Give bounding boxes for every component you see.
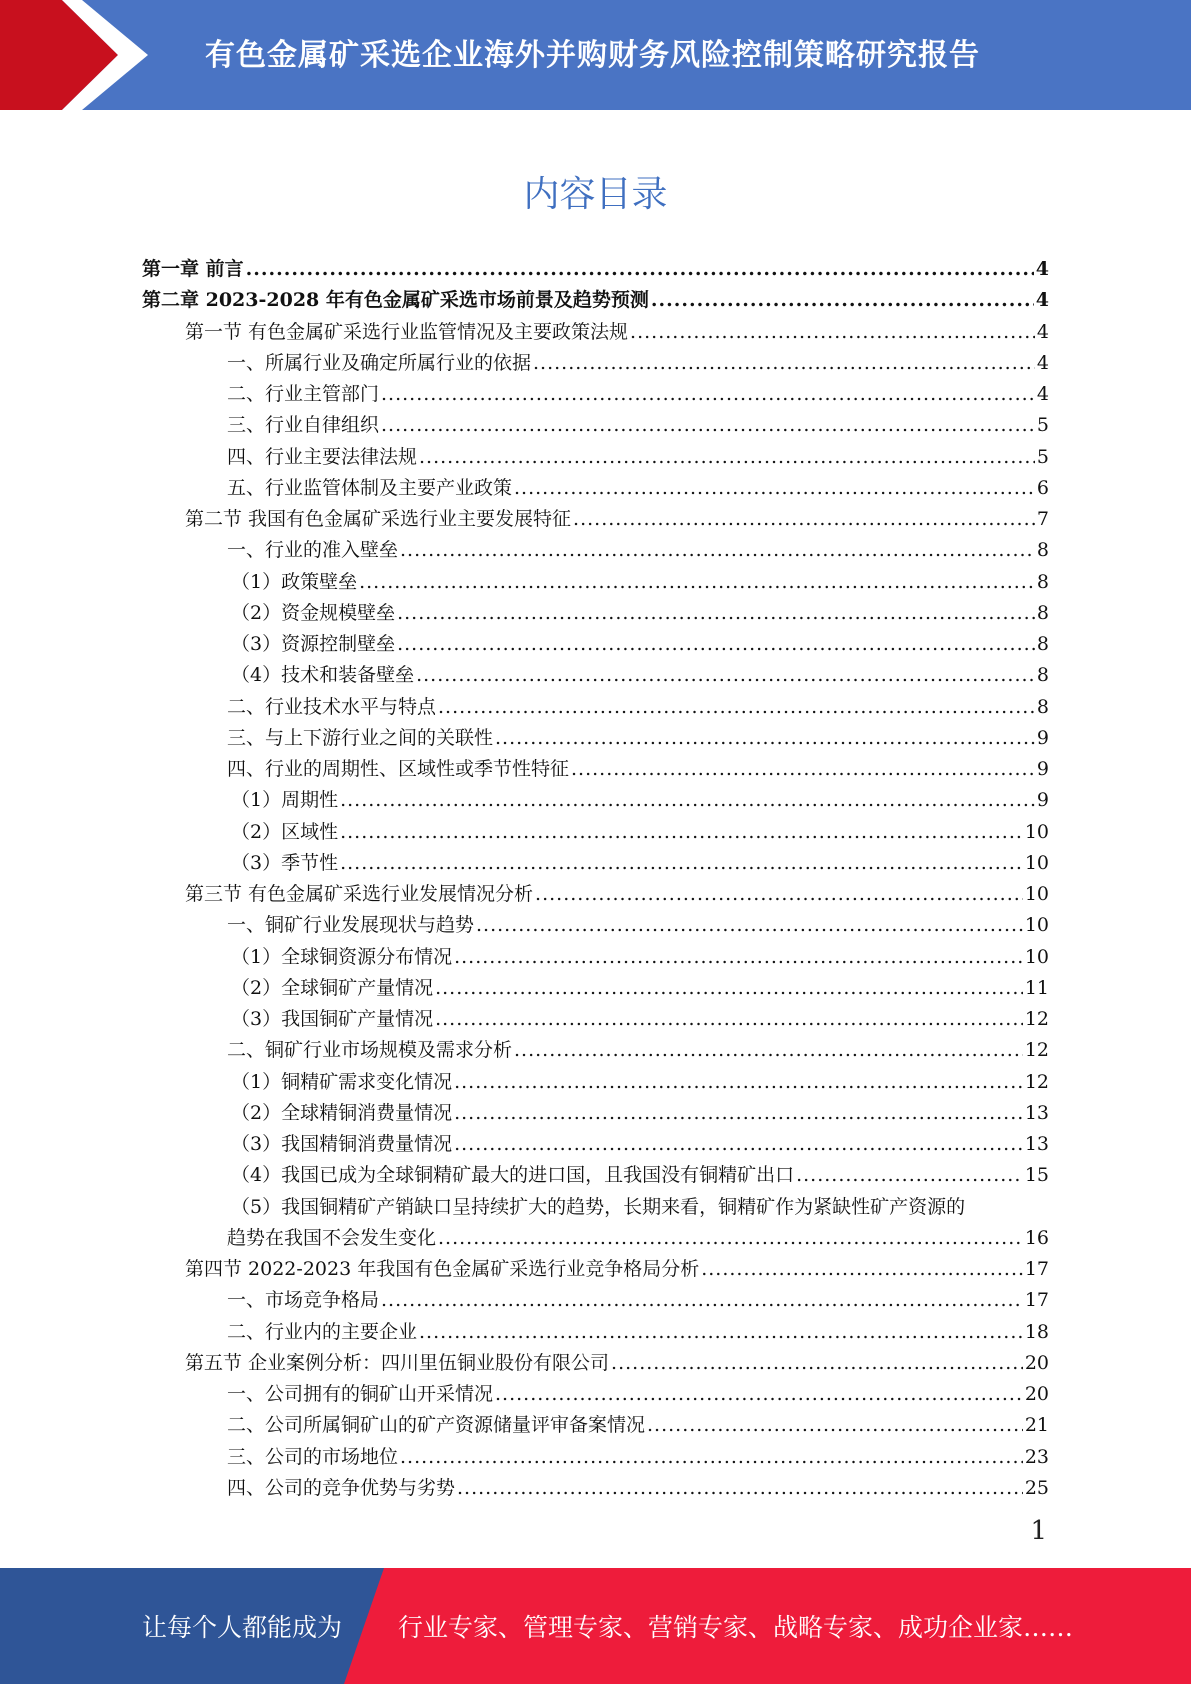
report-title: 有色金属矿采选企业海外并购财务风险控制策略研究报告: [205, 38, 980, 73]
toc-leader-dots: [611, 1348, 1023, 1379]
toc-entry-label: 第四节 2022-2023 年我国有色金属矿采选行业竞争格局分析: [185, 1258, 700, 1280]
toc-leader-dots: [647, 1410, 1023, 1441]
toc-entry-label: （3）季节性: [231, 851, 339, 874]
toc-entry-label: （3）资源控制壁垒: [231, 633, 396, 655]
toc-entry[interactable]: [142, 942, 1049, 973]
toc-entry-page: 6: [1036, 476, 1049, 499]
toc-entry-page: 8: [1036, 539, 1049, 562]
toc-entry-label: 一、所属行业及确定所属行业的依据: [227, 351, 532, 374]
toc-entry-label: （3）我国铜矿产量情况: [231, 1008, 434, 1030]
toc-entry-page: 9: [1036, 789, 1049, 812]
toc-heading: 内容目录: [523, 174, 668, 215]
toc-leader-dots: [435, 1004, 1023, 1035]
toc-leader-dots: [533, 348, 1035, 379]
toc-entry-page: 9: [1036, 726, 1049, 749]
toc-entry[interactable]: [142, 1379, 1049, 1410]
toc-entry-label: 一、公司拥有的铜矿山开采情况: [227, 1383, 494, 1405]
toc-entry[interactable]: [142, 1254, 1049, 1285]
toc-entry[interactable]: [142, 1285, 1049, 1316]
toc-entry[interactable]: [142, 1473, 1049, 1504]
toc-entry-page: 15: [1024, 1164, 1049, 1187]
toc-entry-page: 4: [1035, 258, 1049, 280]
toc-entry-page: 20: [1024, 1383, 1049, 1405]
toc-entry[interactable]: [142, 1129, 1049, 1160]
toc-entry-page: 7: [1036, 508, 1049, 530]
toc-entry-page: 8: [1036, 695, 1049, 718]
toc-leader-dots: [340, 848, 1023, 879]
toc-entry-page: 5: [1036, 445, 1049, 468]
toc-leader-dots: [359, 567, 1035, 598]
toc-leader-dots: [381, 379, 1035, 410]
toc-leader-dots: [457, 1473, 1023, 1504]
toc-entry-label: （1）周期性: [231, 789, 339, 812]
toc-entry[interactable]: [142, 660, 1049, 691]
toc-entry[interactable]: [142, 973, 1049, 1004]
toc-leader-dots: [419, 1317, 1023, 1348]
toc-leader-dots: [796, 1160, 1023, 1191]
toc-entry-label: （2）全球铜矿产量情况: [231, 976, 434, 999]
toc-entry[interactable]: [142, 754, 1049, 785]
toc-entry[interactable]: [142, 504, 1049, 535]
toc-leader-dots: [438, 1223, 1023, 1254]
toc-entry[interactable]: [142, 1223, 1049, 1254]
toc-entry-page: 10: [1024, 945, 1049, 968]
toc-leader-dots: [514, 473, 1035, 504]
toc-entry-label: （1）政策壁垒: [231, 570, 358, 593]
toc-entry-page: 10: [1024, 820, 1049, 843]
toc-entry[interactable]: [142, 317, 1049, 348]
toc-entry-page: 12: [1024, 1039, 1049, 1062]
toc-entry-page: 4: [1036, 320, 1049, 343]
toc-entry-label: 第三节 有色金属矿采选行业发展情况分析: [185, 883, 534, 905]
toc-entry-page: 9: [1036, 758, 1049, 780]
toc-leader-dots: [416, 660, 1035, 691]
toc-entry-label: 二、行业主管部门: [227, 383, 380, 405]
toc-leader-dots: [397, 598, 1035, 629]
toc-entry[interactable]: [142, 254, 1049, 285]
toc-leader-dots: [651, 285, 1034, 316]
toc-entry[interactable]: [142, 1192, 1049, 1223]
toc-entry[interactable]: [142, 817, 1049, 848]
table-of-contents: [142, 254, 1049, 1504]
toc-entry-page: 8: [1036, 570, 1049, 593]
toc-leader-dots: [400, 1442, 1023, 1473]
toc-entry-label: （1）全球铜资源分布情况: [231, 945, 453, 968]
toc-entry[interactable]: [142, 410, 1049, 441]
toc-entry-page: 12: [1024, 1008, 1049, 1030]
toc-entry[interactable]: [142, 442, 1049, 473]
toc-entry-label: （2）全球精铜消费量情况: [231, 1101, 453, 1124]
toc-entry-page: 4: [1035, 289, 1049, 312]
toc-entry[interactable]: [142, 1410, 1049, 1441]
toc-entry[interactable]: [142, 1442, 1049, 1473]
toc-entry[interactable]: [142, 473, 1049, 504]
toc-entry[interactable]: [142, 567, 1049, 598]
toc-leader-dots: [454, 1067, 1023, 1098]
toc-entry-label: （4）我国已成为全球铜精矿最大的进口国，且我国没有铜精矿出口: [231, 1164, 795, 1187]
toc-entry-label: （5）我国铜精矿产销缺口呈持续扩大的趋势，长期来看，铜精矿作为紧缺性矿产资源的: [231, 1195, 966, 1218]
toc-entry-label: （2）区域性: [231, 820, 339, 843]
toc-leader-dots: [476, 910, 1023, 941]
toc-entry-label: 三、公司的市场地位: [227, 1445, 399, 1468]
toc-entry-page: 16: [1024, 1226, 1049, 1249]
toc-entry[interactable]: [142, 848, 1049, 879]
toc-leader-dots: [630, 317, 1035, 348]
page-header: [0, 0, 1191, 110]
toc-entry[interactable]: [142, 785, 1049, 816]
toc-entry[interactable]: [142, 285, 1049, 316]
toc-entry[interactable]: [142, 1004, 1049, 1035]
toc-leader-dots: [454, 1098, 1023, 1129]
toc-entry-page: 8: [1036, 664, 1049, 687]
toc-leader-dots: [573, 504, 1035, 535]
toc-leader-dots: [495, 723, 1035, 754]
toc-leader-dots: [246, 254, 1034, 285]
toc-entry[interactable]: [142, 1067, 1049, 1098]
toc-entry-page: 10: [1024, 883, 1049, 905]
toc-leader-dots: [454, 1129, 1023, 1160]
toc-entry-page: 10: [1024, 851, 1049, 874]
toc-entry[interactable]: [142, 535, 1049, 566]
toc-entry-label: 一、行业的准入壁垒: [227, 539, 399, 562]
toc-entry-label: 四、行业的周期性、区域性或季节性特征: [227, 758, 570, 780]
toc-entry[interactable]: [142, 879, 1049, 910]
toc-entry-label: （1）铜精矿需求变化情况: [231, 1070, 453, 1093]
toc-entry-page: 12: [1024, 1070, 1049, 1093]
toc-entry-label: 第一节 有色金属矿采选行业监管情况及主要政策法规: [185, 320, 629, 343]
toc-leader-dots: [435, 973, 1023, 1004]
toc-leader-dots: [535, 879, 1023, 910]
toc-entry-page: 4: [1036, 351, 1049, 374]
toc-entry-label: 二、行业内的主要企业: [227, 1320, 418, 1343]
toc-entry[interactable]: [142, 1035, 1049, 1066]
toc-entry[interactable]: [142, 910, 1049, 941]
toc-entry[interactable]: [142, 379, 1049, 410]
toc-entry-page: 13: [1024, 1101, 1049, 1124]
toc-entry[interactable]: [142, 598, 1049, 629]
toc-entry-page: 13: [1024, 1133, 1049, 1155]
toc-entry[interactable]: [142, 1160, 1049, 1191]
toc-leader-dots: [438, 692, 1035, 723]
page-footer: [0, 1568, 1191, 1684]
toc-entry-page: 23: [1024, 1445, 1049, 1468]
toc-leader-dots: [495, 1379, 1023, 1410]
toc-entry[interactable]: [142, 692, 1049, 723]
footer-slogan-left: 让每个人都能成为: [142, 1613, 343, 1642]
toc-leader-dots: [381, 410, 1035, 441]
toc-entry-page: 5: [1036, 414, 1049, 437]
toc-leader-dots: [340, 785, 1035, 816]
toc-entry-page: 11: [1024, 976, 1049, 999]
toc-entry-label: 第五节 企业案例分析：四川里伍铜业股份有限公司: [185, 1351, 610, 1374]
toc-entry-label: （4）技术和装备壁垒: [231, 664, 415, 687]
toc-entry-label: 趋势在我国不会发生变化: [227, 1226, 437, 1249]
toc-entry[interactable]: [142, 1317, 1049, 1348]
toc-entry-label: 五、行业监管体制及主要产业政策: [227, 476, 513, 499]
toc-entry-label: （2）资金规模壁垒: [231, 601, 396, 624]
toc-entry-page: 8: [1036, 601, 1049, 624]
toc-leader-dots: [400, 535, 1035, 566]
toc-leader-dots: [571, 754, 1035, 785]
toc-entry-label: 三、与上下游行业之间的关联性: [227, 726, 494, 749]
toc-entry-label: 三、行业自律组织: [227, 414, 380, 437]
toc-leader-dots: [701, 1254, 1023, 1285]
toc-entry[interactable]: [142, 629, 1049, 660]
toc-leader-dots: [340, 817, 1023, 848]
toc-entry[interactable]: [142, 723, 1049, 754]
toc-leader-dots: [381, 1285, 1023, 1316]
toc-entry-label: 第二章 2023-2028 年有色金属矿采选市场前景及趋势预测: [142, 289, 649, 312]
toc-entry-label: 第二节 我国有色金属矿采选行业主要发展特征: [185, 508, 572, 530]
toc-entry-label: 二、公司所属铜矿山的矿产资源储量评审备案情况: [227, 1414, 646, 1437]
toc-entry-label: 二、铜矿行业市场规模及需求分析: [227, 1039, 513, 1062]
toc-entry-page: 21: [1024, 1414, 1049, 1437]
toc-entry-label: 一、市场竞争格局: [227, 1289, 380, 1312]
toc-entry-label: 四、行业主要法律法规: [227, 445, 418, 468]
page-number: 1: [1030, 1516, 1047, 1546]
toc-entry-page: 10: [1024, 914, 1049, 937]
toc-entry-page: 20: [1024, 1351, 1049, 1374]
toc-entry-label: 一、铜矿行业发展现状与趋势: [227, 914, 475, 937]
toc-entry-page: 18: [1024, 1320, 1049, 1343]
toc-entry-page: 4: [1036, 383, 1049, 405]
toc-entry[interactable]: [142, 1098, 1049, 1129]
toc-leader-dots: [397, 629, 1035, 660]
toc-entry[interactable]: [142, 1348, 1049, 1379]
toc-entry[interactable]: [142, 348, 1049, 379]
toc-entry-label: 二、行业技术水平与特点: [227, 695, 437, 718]
toc-leader-dots: [454, 942, 1023, 973]
toc-leader-dots: [419, 442, 1035, 473]
toc-leader-dots: [514, 1035, 1023, 1066]
toc-entry-page: 17: [1024, 1289, 1049, 1312]
footer-slogan-right: 行业专家、管理专家、营销专家、战略专家、成功企业家……: [398, 1613, 1074, 1642]
toc-entry-label: 第一章 前言: [142, 258, 244, 280]
toc-entry-page: 17: [1024, 1258, 1049, 1280]
toc-entry-label: （3）我国精铜消费量情况: [231, 1133, 453, 1155]
toc-entry-page: 8: [1036, 633, 1049, 655]
toc-entry-label: 四、公司的竞争优势与劣势: [227, 1476, 456, 1499]
toc-entry-page: 25: [1024, 1476, 1049, 1499]
